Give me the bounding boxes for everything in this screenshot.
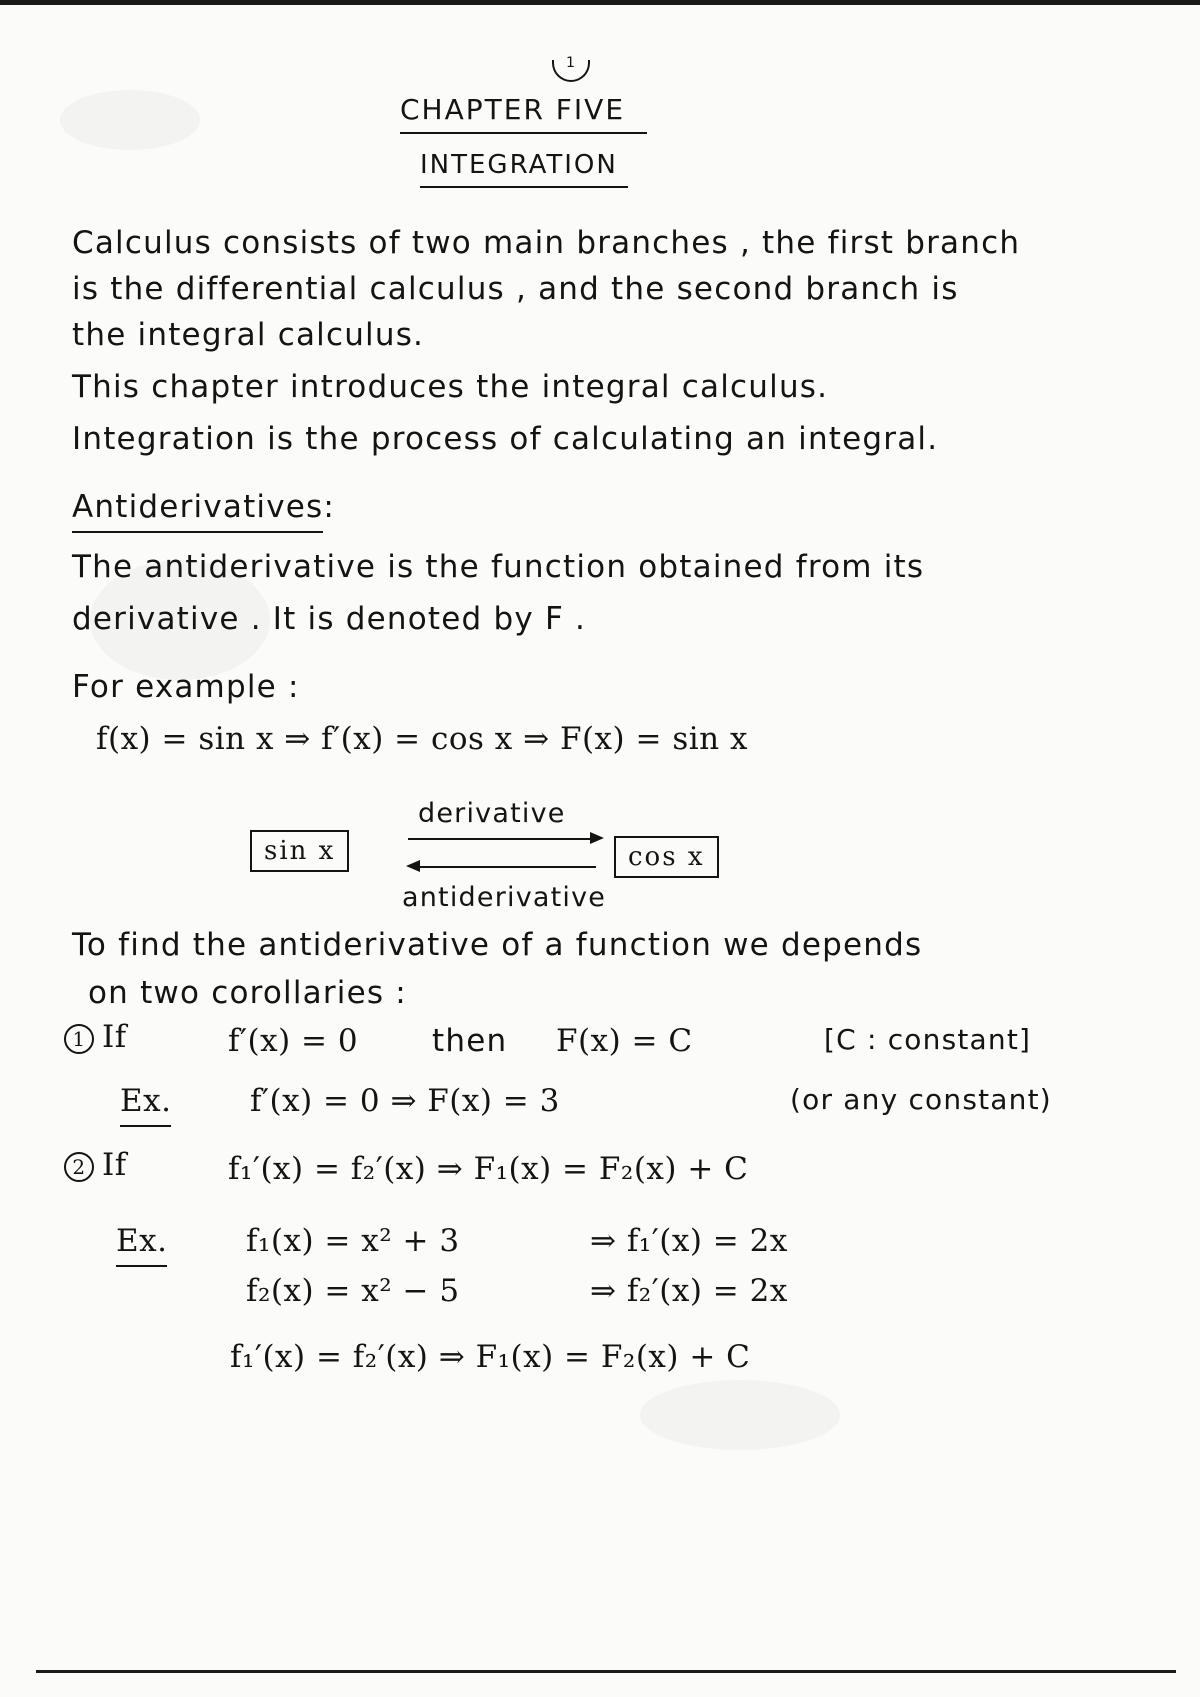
corollaries-intro-line-2: on two corollaries : [88, 975, 407, 1011]
intro-line-3: the integral calculus. [72, 317, 425, 353]
corollary-1-note: [C : constant] [824, 1023, 1032, 1056]
chapter-title: CHAPTER FIVE [400, 96, 647, 134]
intro-line-2: is the differential calculus , and the second branch is [72, 271, 959, 307]
corollary-2-example-label: Ex. [116, 1226, 167, 1257]
derivative-arrow-head [590, 832, 604, 844]
antiderivatives-heading-colon: : [323, 489, 336, 525]
corollary-1-if: If [102, 1019, 127, 1055]
corollary-2-statement: f₁′(x) = f₂′(x) ⇒ F₁(x) = F₂(x) + C [228, 1151, 749, 1187]
corollary-1-condition: f′(x) = 0 [228, 1023, 359, 1059]
notebook-page: 1 CHAPTER FIVE INTEGRATION Calculus consists of two main branches , the first branch is the differential calculus , and the second branch is the integral calculus. This chapter introduces the integral calculus. Integration is the process of calculating an integral. Antiderivatives: The antiderivative is the function obtained from its derivative . It is denoted by F . For example : f(x) = sin x ⇒ f′(x) = cos x ⇒ F(x) = sin x derivative sin x cos x antiderivative To find the antiderivative of a function we depends on two corollaries : 1 If f′(x) = 0 then F(x) = C [C : constant] Ex. f′(x) = 0 ⇒ F(x) = 3 (or any constant) 2 If f₁′(x) = f₂′(x) ⇒ F₁(x) = F₂(x) + C Ex. f₁(x) = x² + 3 ⇒ f₁′(x) = 2x f₂(x) = x² − 5 ⇒ f₂′(x) = 2x f₁′(x) = f₂′(x) ⇒ F₁(x) = F₂(x) + C [0, 0, 1200, 1697]
corollary-1-example: f′(x) = 0 ⇒ F(x) = 3 [250, 1083, 560, 1119]
scan-smudge [60, 90, 200, 150]
scan-smudge [640, 1380, 840, 1450]
corollary-2-example-line-1-right: ⇒ f₁′(x) = 2x [590, 1223, 788, 1259]
corollaries-intro-line-1: To find the antiderivative of a function we depends [72, 927, 923, 963]
antiderivative-arrow-line [420, 866, 596, 868]
intro-line-4: This chapter introduces the integral calculus. [72, 369, 829, 405]
corollary-1-example-label: Ex. [120, 1086, 171, 1117]
chapter-subtitle: INTEGRATION [420, 152, 628, 188]
example-label: For example : [72, 669, 300, 705]
corollary-2-example-line-1-left: f₁(x) = x² + 3 [246, 1223, 460, 1259]
antiderivative-arrow-head [406, 860, 420, 872]
corollary-1-label [64, 1019, 127, 1055]
corollary-2-example-conclusion: f₁′(x) = f₂′(x) ⇒ F₁(x) = F₂(x) + C [230, 1339, 751, 1375]
corollary-2-label [64, 1147, 127, 1183]
sin-x-box: sin x [250, 830, 349, 872]
example-equation: f(x) = sin x ⇒ f′(x) = cos x ⇒ F(x) = sin x [96, 721, 748, 757]
diagram-bottom-label: antiderivative [402, 882, 607, 913]
corollary-1-number: 1 [64, 1024, 94, 1054]
derivative-arrow-line [408, 838, 590, 840]
corollary-2-if: If [102, 1147, 127, 1183]
definition-line-2: derivative . It is denoted by F . [72, 601, 587, 637]
antiderivatives-heading [72, 489, 336, 525]
definition-line-1: The antiderivative is the function obtained from its [72, 549, 925, 585]
corollary-1-example-note: (or any constant) [790, 1083, 1052, 1116]
corollary-1-then: then [432, 1023, 508, 1059]
intro-line-1: Calculus consists of two main branches , the first branch [72, 225, 1021, 261]
antiderivatives-heading-text: Antiderivatives [72, 489, 323, 533]
corollary-2-example-line-2-right: ⇒ f₂′(x) = 2x [590, 1273, 788, 1309]
corollary-2-example-line-2-left: f₂(x) = x² − 5 [246, 1273, 460, 1309]
top-border-line [0, 0, 1200, 5]
diagram-top-label: derivative [418, 798, 566, 829]
corollary-1-result: F(x) = C [556, 1023, 693, 1059]
intro-line-5: Integration is the process of calculating an integral. [72, 421, 939, 457]
cos-x-box: cos x [614, 836, 719, 878]
corollary-2-number: 2 [64, 1152, 94, 1182]
bottom-border-line [36, 1670, 1176, 1673]
